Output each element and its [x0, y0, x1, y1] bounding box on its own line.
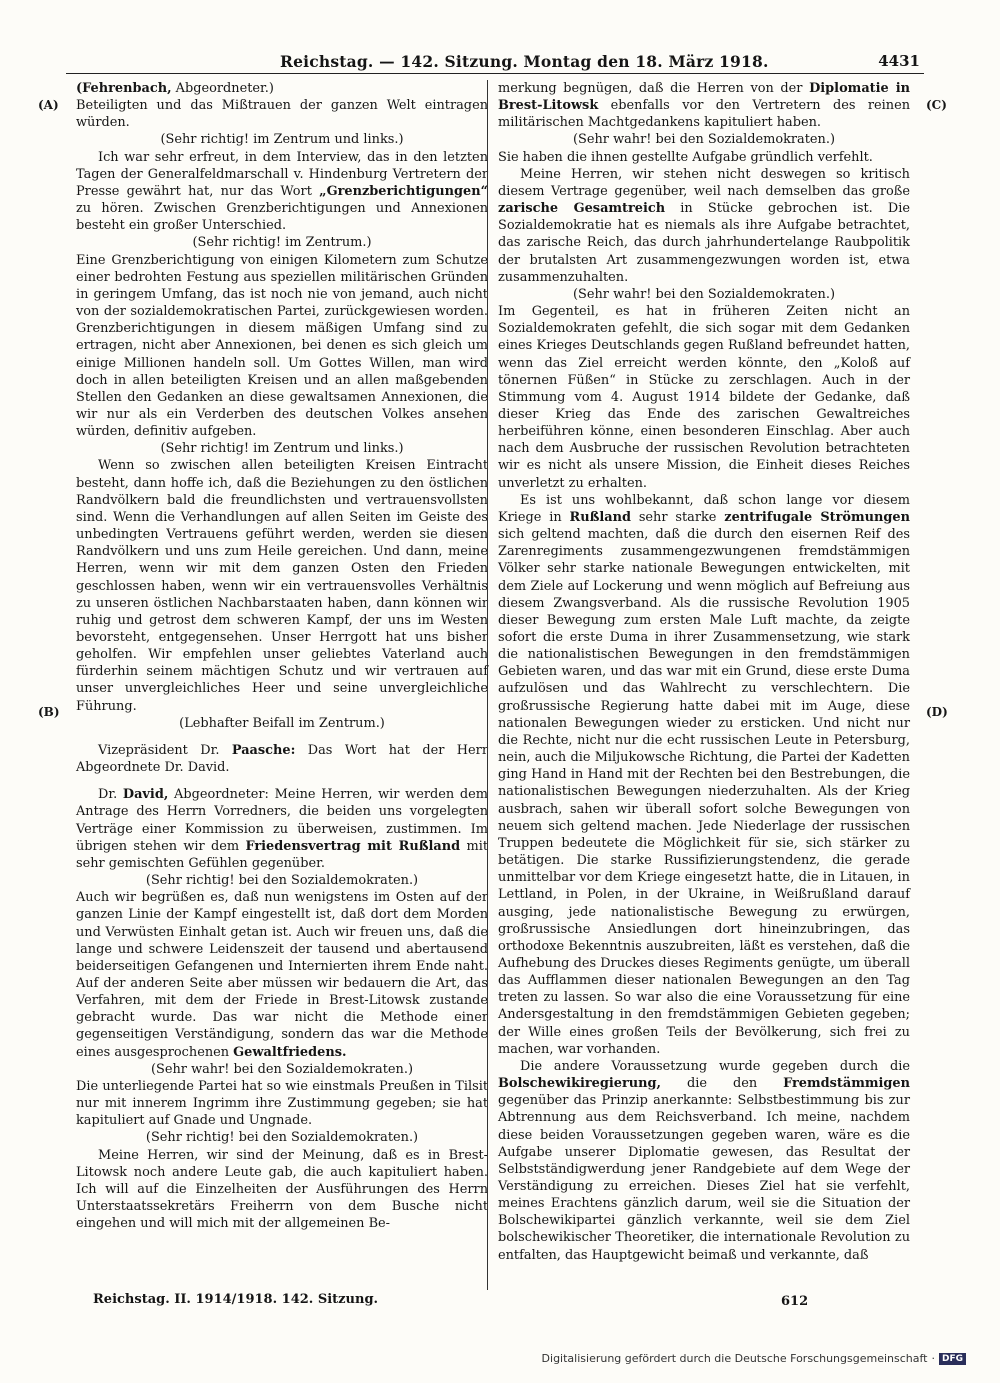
- margin-marker-d: (D): [926, 705, 948, 719]
- paragraph: Sie haben die ihnen gestellte Aufgabe gründlich verfehlt.: [498, 149, 873, 165]
- paragraph: Meine Herren, wir sind der Meinung, daß es in Brest-Litowsk noch andere Leute gab, die auch kapituliert haben. Ich will auf die Einzelheiten der Ausführungen des Herrn Unterstaatssekretärs Freiherrn von dem Busche nicht eingehen und will mich mit der allgemeinen Be-: [76, 1147, 488, 1232]
- paragraph: (Fehrenbach, Abgeordneter.): [76, 81, 274, 96]
- paragraph: merkung begnügen, daß die Herren von der Diplomatie in Brest-Litowsk ebenfalls vor den Vertretern des reinen militärischen Machtgedankens kapituliert haben.: [498, 81, 910, 131]
- header-title: Reichstag. — 142. Sitzung. Montag den 18. März 1918.: [280, 52, 769, 71]
- paragraph: Auch wir begrüßen es, daß nun wenigstens im Osten auf der ganzen Linie der Kampf eingestellt ist, daß dort dem Morden und Verwüsten Einhalt getan ist. Auch wir freuen uns, daß die lange und schwere Leidenszeit der tausend und abertausend beiderseitigen Gefangenen und Internierten ihrem Ende naht. Auf der anderen Seite aber müssen wir bedauern die Art, das Verfahren, mit dem der Friede in Brest-Litowsk zustande gebracht wurde. Das war nicht die Methode einer gegenseitigen Verständigung, sondern das war die Methode eines ausgesprochenen Gewaltfriedens.: [76, 890, 488, 1060]
- digitization-credit: [542, 1352, 966, 1365]
- paragraph: Meine Herren, wir stehen nicht deswegen so kritisch diesem Vertrage gegenüber, weil nach demselben das große zarische Gesamtreich in Stücke gebrochen ist. Die Sozialdemokratie hat es niemals als ihre Aufgabe betrachtet, das zarische Reich, das durch jahrhundertelange Raubpolitik der brutalsten Art zusammengezwungen worden ist, etwa zusammenzuhalten.: [498, 166, 911, 285]
- left-column: [76, 80, 488, 1232]
- interjection: (Sehr wahr! bei den Sozialdemokraten.): [151, 1061, 413, 1077]
- sheet-number: 612: [781, 1294, 809, 1309]
- interjection: (Sehr wahr! bei den Sozialdemokraten.): [573, 132, 835, 148]
- margin-marker-a: (A): [38, 98, 59, 112]
- credit-text: Digitalisierung gefördert durch die Deutsche Forschungsgemeinschaft: [541, 1352, 928, 1365]
- paragraph: Vizepräsident Dr. Paasche: Das Wort hat der Herr Abgeordnete Dr. David.: [76, 742, 488, 776]
- page-number: 4431: [878, 52, 920, 70]
- interjection: (Lebhafter Beifall im Zentrum.): [179, 715, 385, 731]
- margin-marker-b: (B): [38, 705, 60, 719]
- margin-marker-c: (C): [926, 98, 947, 112]
- right-column: [498, 80, 910, 1264]
- paragraph: Dr. David, Abgeordneter: Meine Herren, wir werden dem Antrage des Herrn Vorredners, die beiden uns vorgelegten Verträge einer Kommission zu überweisen, zustimmen. Im übrigen stehen wir dem Friedensvertrag mit Rußland mit sehr gemischten Gefühlen gegenüber.: [76, 787, 489, 871]
- interjection: (Sehr richtig! im Zentrum und links.): [160, 132, 404, 148]
- paragraph: Es ist uns wohlbekannt, daß schon lange vor diesem Kriege in Rußland sehr starke zentrifugale Strömungen sich geltend machten, daß die durch den eisernen Reif des Zarenregiments zusammengezwungenen fremdstämmigen Völker sehr starke nationale Bewegungen entwickelten, mit dem Ziele auf Lockerung und wenn möglich auf Befreiung aus diesem Zwangsverband. Als die russische Revolution 1905 dieser Bewegung zum ersten Male Luft machte, da zeigte sofort die erste Duma in ihrer Zusammensetzung, wie stark die nationalistischen Bewegungen in den fremdstämmigen Gebieten waren, und das war mit ein Grund, diese erste Duma aufzulösen und das Wahlrecht zu verschlechtern. Die großrussische Regierung hatte dabei mit im Auge, diese nationalen Bewegungen wieder zu ersticken. Und nicht nur die Rechte, nicht nur die echt russischen Leute in Petersburg, nein, auch die Miljukowsche Richtung, die Partei der Kadetten ging Hand in Hand mit der Rechten bei den Bestrebungen, die nationalistischen Bewegungen niederzuhalten. Als der Krieg ausbrach, sahen wir überall sofort solche Bewegungen von neuem sich geltend machen. Jede Niederlage der russischen Truppen bedeutete die Möglichkeit für sie, sich stärker zu betätigen. Die starke Russifizierungstendenz, die gerade unmittelbar vor dem Kriege eingesetzt hatte, die in Litauen, in Lettland, in Polen, in der Ukraine, in Weißrußland darauf ausging, jede nationalistische Bewegung zu erwürgen, großrussische Ansiedlungen dort hineinzubringen, das orthodoxe Bekenntnis auszubreiten, läßt es verstehen, daß die Aufhebung des Druckes dieses Regiments genügte, um überall das Aufflammen dieser nationalen Bewegungen an den Tag treten zu lassen. So war also die eine Voraussetzung für eine Andersgestaltung in den fremdstämmigen Gebieten gegeben; der Wille eines großen Teils der Bevölkerung, sich frei zu machen, war vorhanden.: [498, 492, 910, 1057]
- paragraph: Die unterliegende Partei hat so wie einstmals Preußen in Tilsit nur mit innerem Ingrimm ihre Zustimmung gegeben; sie hat kapituliert auf Gnade und Ungnade.: [76, 1078, 488, 1129]
- interjection: (Sehr richtig! im Zentrum und links.): [160, 441, 404, 457]
- interjection: (Sehr richtig! bei den Sozialdemokraten.): [145, 873, 419, 889]
- paragraph: Beteiligten und das Mißtrauen der ganzen Welt eintragen würden.: [76, 98, 488, 131]
- paragraph: Im Gegenteil, es hat in früheren Zeiten nicht an Sozialdemokraten gefehlt, die sich sogar mit dem Gedanken eines Krieges Deutschlands gegen Rußland befreundet hatten, wenn das Ziel erreicht werden könnte, den „Koloß auf tönernen Füßen“ in Stücke zu zerschlagen. Auch in der Stimmung vom 4. August 1914 bildete der Gedanke, daß dieser Krieg das Ende des zarischen Gewaltreiches herbeiführen könne, einen besonderen Einschlag. Aber auch nach dem Ausbruche der russischen Revolution betrachteten wir es nicht als unsere Mission, die Einheit dieses Reiches unverletzt zu erhalten.: [498, 304, 910, 491]
- paragraph: Eine Grenzberichtigung von einigen Kilometern zum Schutze einer bedrohten Festung aus speziellen militärischen Gründen in geringem Umfang, das ist noch nie von jemand, auch nicht von der sozialdemokratischen Partei, zurückgewiesen worden. Grenzberichtigungen in diesem mäßigen Umfang sind zu ertragen, nicht aber Annexionen, bei denen es sich gleich um einige Millionen handeln soll. Um Gottes Willen, man wird doch in allen beteiligten Kreisen und an allen maßgebenden Stellen den Gedanken an diese gewaltsamen Annexionen, die wir nur als ein Verderben des deutschen Volkes ansehen würden, definitiv aufgeben.: [76, 252, 488, 440]
- header-rule: [66, 73, 924, 74]
- footer-imprint: Reichstag. II. 1914/1918. 142. Sitzung.: [93, 1292, 379, 1307]
- paragraph: Wenn so zwischen allen beteiligten Kreisen Eintracht besteht, dann hoffe ich, daß die Beziehungen zu den östlichen Randvölkern bald die freundlichsten und vertrauensvollsten sind. Wenn die Verhandlungen auf allen Seiten im Geiste des unbedingten Vertrauens geführt werden, werden sie diesen Randvölkern und uns zum Heile gereichen. Und dann, meine Herren, wenn wir mit dem ganzen Osten den Frieden geschlossen haben, wenn wir ein vertrauensvolles Verhältnis zu unseren östlichen Nachbarstaaten haben, dann können wir ruhig und getrost dem schweren Kampf, der uns im Westen bevorsteht, entgegensehen. Unser Herrgott hat uns bisher geholfen. Wir empfehlen unser geliebtes Vaterland auch fürderhin seinem mächtigen Schutz und wir vertrauen auf unser unvergleichliches Heer und seine unvergleichliche Führung.: [76, 458, 488, 714]
- paragraph: Die andere Voraussetzung wurde gegeben durch die Bolschewikiregierung, die den Fremdstämmigen gegenüber das Prinzip anerkannte: Selbstbestimmung bis zur Abtrennung aus dem Reichsverband. Ich meine, nachdem diese beiden Voraussetzungen gegeben waren, wäre es die Aufgabe unserer Diplomatie gewesen, das Resultat der Selbstständigwerdung jener Randgebiete auf dem Wege der Verständigung zu erreichen. Dieses Ziel hat sie verfehlt, meines Erachtens gänzlich darum, weil sie die Situation der Bolschewikipartei gänzlich verkannte, weil sie dem Ziel bolschewikischer Theoretiker, die internationale Revolution zu entfalten, das Hauptgewicht beimaß und verkannte, daß: [498, 1058, 910, 1263]
- interjection: (Sehr richtig! bei den Sozialdemokraten.): [145, 1130, 419, 1146]
- credit-separator: ·: [931, 1352, 935, 1365]
- dfg-logo: DFG: [939, 1353, 966, 1365]
- column-divider: [487, 80, 488, 1290]
- interjection: (Sehr richtig! im Zentrum.): [192, 235, 372, 251]
- interjection: (Sehr wahr! bei den Sozialdemokraten.): [573, 286, 835, 302]
- paragraph: Ich war sehr erfreut, in dem Interview, das in den letzten Tagen der Generalfeldmarschall v. Hindenburg Vertretern der Presse gewährt hat, nur das Wort „Grenzberichtigungen“ zu hören. Zwischen Grenzberichtigungen und Annexionen besteht ein großer Unterschied.: [76, 149, 488, 234]
